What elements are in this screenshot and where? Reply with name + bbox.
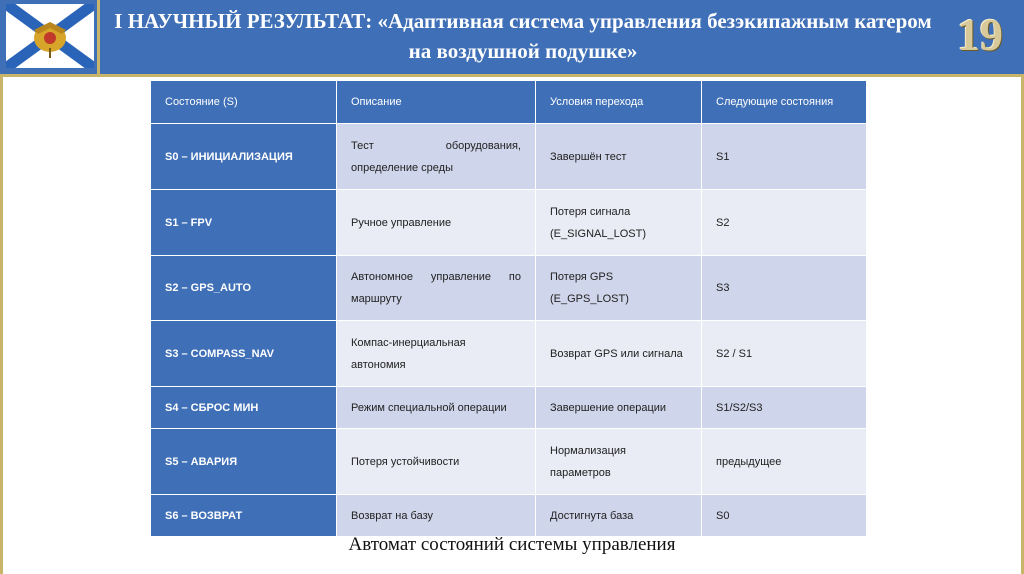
state-cell: S3 – COMPASS_NAV xyxy=(151,321,337,387)
description-cell: Компас-инерциальная автономия xyxy=(337,321,536,387)
table-row xyxy=(151,321,867,387)
column-header-transition: Условия перехода xyxy=(536,81,702,124)
description-cell: Режим специальной операции xyxy=(337,387,536,429)
next-state-cell: S2 / S1 xyxy=(702,321,867,387)
slide-header xyxy=(0,0,1024,74)
table-row xyxy=(151,256,867,321)
slide-number: 19 xyxy=(957,9,1003,60)
slide-title: I НАУЧНЫЙ РЕЗУЛЬТАТ: «Адаптивная система управления безэкипажным катером на воздушной подушке» xyxy=(114,9,932,63)
description-cell: Ручное управление xyxy=(337,190,536,256)
state-cell: S1 – FPV xyxy=(151,190,337,256)
column-header-state: Состояние (S) xyxy=(151,81,337,124)
transition-cell: Завершён тест xyxy=(536,124,702,190)
table-row xyxy=(151,387,867,429)
description-cell: Автономное управление по маршруту xyxy=(337,256,536,321)
table-caption: Автомат состояний системы управления xyxy=(348,534,676,555)
state-cell: S4 – СБРОС МИН xyxy=(151,387,337,429)
table-header-row xyxy=(151,81,867,124)
next-state-cell: S3 xyxy=(702,256,867,321)
table-row xyxy=(151,429,867,495)
description-cell: Тест оборудования, определение среды xyxy=(337,124,536,190)
next-state-cell: предыдущее xyxy=(702,429,867,495)
table-row xyxy=(151,190,867,256)
next-state-cell: S1/S2/S3 xyxy=(702,387,867,429)
column-header-next: Следующие состояния xyxy=(702,81,867,124)
state-cell: S5 – АВАРИЯ xyxy=(151,429,337,495)
transition-cell: Нормализация параметров xyxy=(536,429,702,495)
transition-cell: Возврат GPS или сигнала xyxy=(536,321,702,387)
table-row xyxy=(151,124,867,190)
state-cell: S6 – ВОЗВРАТ xyxy=(151,495,337,537)
next-state-cell: S0 xyxy=(702,495,867,537)
table-row xyxy=(151,495,867,537)
navy-flag-icon xyxy=(6,4,94,68)
description-cell: Возврат на базу xyxy=(337,495,536,537)
transition-cell: Достигнута база xyxy=(536,495,702,537)
header-gold-line xyxy=(0,74,1024,77)
transition-cell: Завершение операции xyxy=(536,387,702,429)
transition-cell: Потеря сигнала (E_SIGNAL_LOST) xyxy=(536,190,702,256)
header-divider xyxy=(97,0,100,74)
next-state-cell: S1 xyxy=(702,124,867,190)
description-cell: Потеря устойчивости xyxy=(337,429,536,495)
next-state-cell: S2 xyxy=(702,190,867,256)
transition-cell: Потеря GPS (E_GPS_LOST) xyxy=(536,256,702,321)
column-header-description: Описание xyxy=(337,81,536,124)
state-table xyxy=(150,80,867,537)
state-cell: S2 – GPS_AUTO xyxy=(151,256,337,321)
state-cell: S0 – ИНИЦИАЛИЗАЦИЯ xyxy=(151,124,337,190)
